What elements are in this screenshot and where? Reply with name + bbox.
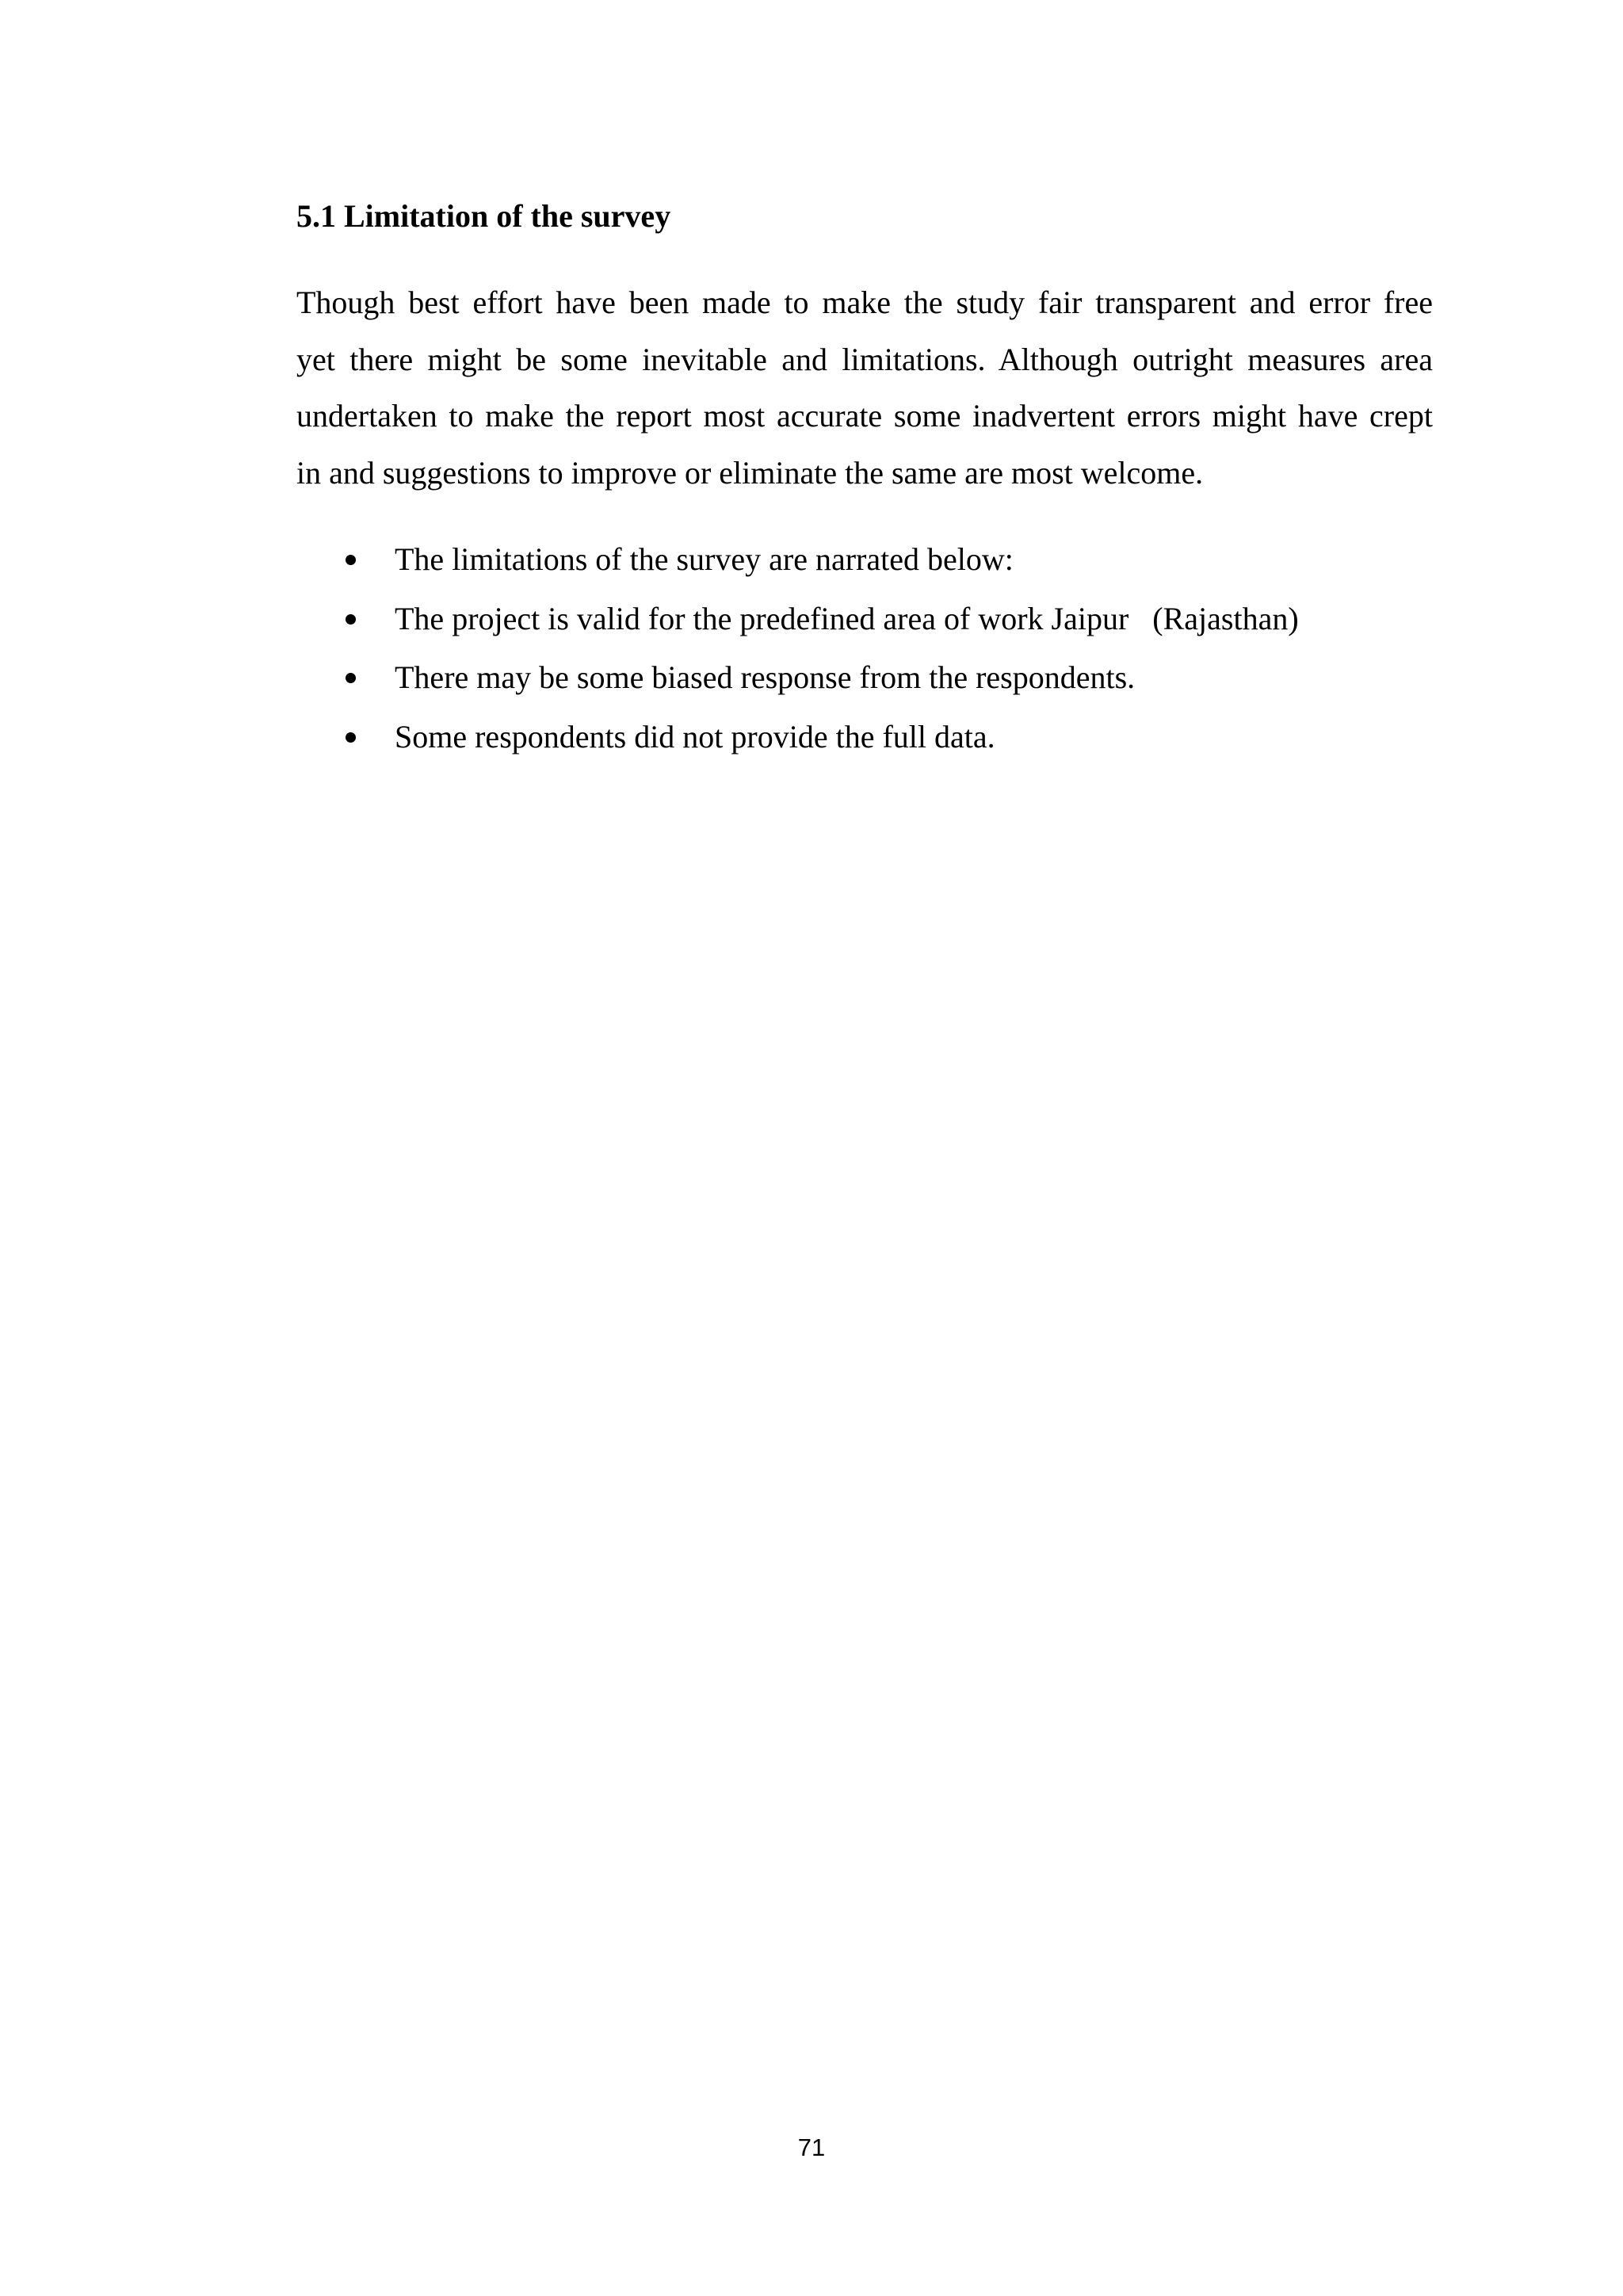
list-item-text: The project is valid for the predefined area of work Jaipur (Rajasthan) [395, 600, 1299, 636]
list-item [296, 530, 1433, 590]
list-item [296, 590, 1433, 649]
section-heading: 5.1 Limitation of the survey [296, 198, 671, 234]
list-item [296, 648, 1433, 708]
paragraph-line: undertaken to make the report most accurate some inadvertent errors might have crept [296, 398, 1433, 434]
body-paragraph [296, 274, 1433, 501]
paragraph-line: Though best effort have been made to make the study fair transparent and error free [296, 285, 1433, 320]
list-item-text: There may be some biased response from the respondents. [395, 659, 1136, 696]
bullet-icon [346, 732, 356, 743]
paragraph-line: in and suggestions to improve or eliminate the same are most welcome. [296, 454, 1204, 491]
bullet-icon [346, 673, 356, 683]
bullet-icon [346, 614, 356, 625]
list-item-text: The limitations of the survey are narrated below: [395, 541, 1014, 577]
list-item [296, 708, 1433, 767]
paragraph-line: yet there might be some inevitable and limitations. Although outright measures area [296, 341, 1433, 377]
list-item-text: Some respondents did not provide the full data. [395, 719, 995, 755]
page-number: 71 [797, 2134, 826, 2161]
bullet-icon [346, 555, 356, 565]
limitations-list [296, 530, 1433, 767]
